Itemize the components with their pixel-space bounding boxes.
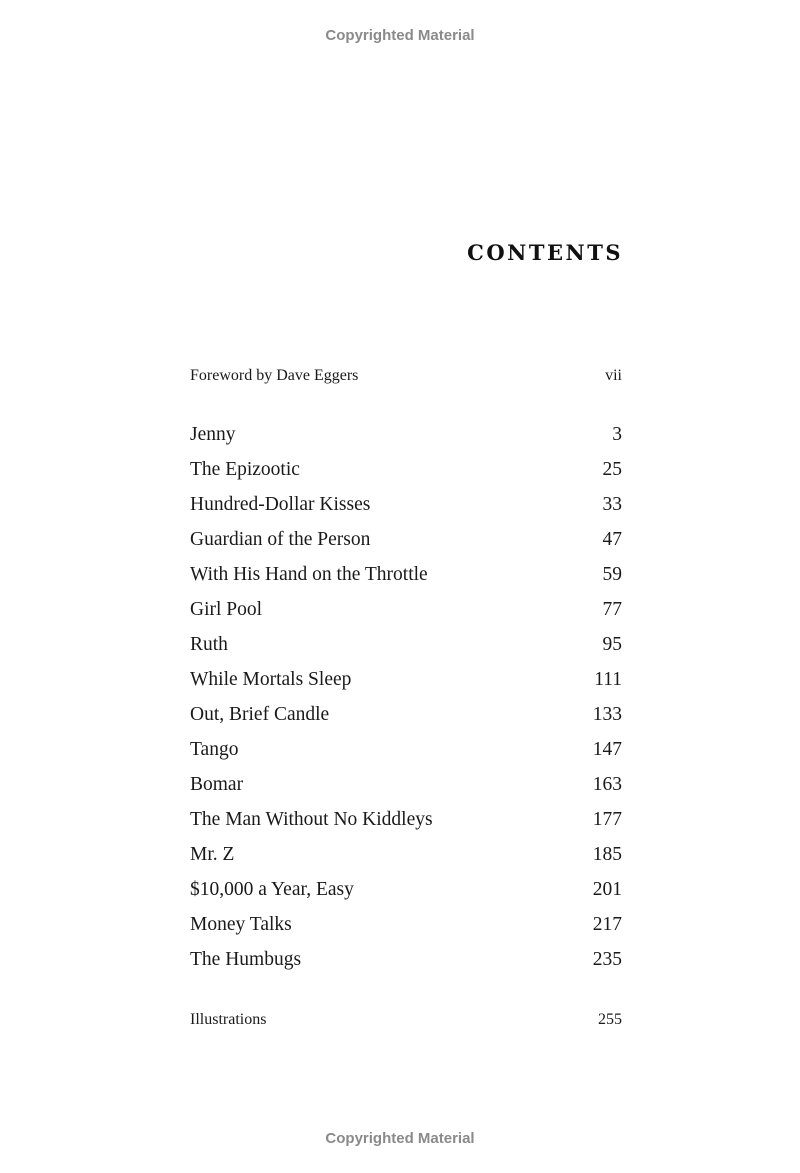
toc-entry-page: 177 [592, 809, 622, 830]
toc-entry-title: The Man Without No Kiddleys [190, 809, 433, 830]
toc-entry-title: Money Talks [190, 914, 292, 935]
toc-entry[interactable] [190, 634, 622, 669]
toc-entry-page: 255 [598, 1011, 622, 1028]
toc-entry-page: vii [605, 367, 622, 384]
toc-entry[interactable] [190, 529, 622, 564]
toc-entry-page: 147 [592, 739, 622, 760]
copyright-watermark-bottom: Copyrighted Material [325, 1130, 475, 1147]
toc-entry-illustrations[interactable] [190, 1011, 622, 1029]
toc-entry-title: Illustrations [190, 1011, 267, 1028]
toc-entry[interactable] [190, 739, 622, 774]
toc-entry[interactable] [190, 424, 622, 459]
toc-entry[interactable] [190, 844, 622, 879]
toc-entry[interactable] [190, 879, 622, 914]
toc-entry-page: 163 [592, 774, 622, 795]
toc-entry-page: 33 [602, 494, 622, 515]
toc-entry-title: The Epizootic [190, 459, 300, 480]
toc-entry-title: The Humbugs [190, 949, 302, 970]
contents-heading: CONTENTS [467, 240, 623, 265]
toc-entry-page: 77 [602, 599, 622, 620]
toc-entry-title: Out, Brief Candle [190, 704, 330, 725]
toc-entry[interactable] [190, 704, 622, 739]
toc-entry[interactable] [190, 599, 622, 634]
toc-entry[interactable] [190, 949, 622, 984]
toc-entry-title: Foreword by Dave Eggers [190, 367, 359, 384]
chapter-list [190, 424, 622, 984]
toc-entry-page: 111 [594, 669, 622, 690]
toc-entry[interactable] [190, 564, 622, 599]
toc-entry-page: 47 [602, 529, 622, 550]
toc-entry-title: Tango [190, 739, 239, 760]
toc-entry-page: 95 [602, 634, 622, 655]
toc-entry-title: Hundred-Dollar Kisses [190, 494, 371, 515]
toc-entry[interactable] [190, 774, 622, 809]
toc-entry-page: 25 [602, 459, 622, 480]
toc-entry[interactable] [190, 494, 622, 529]
toc-entry-title: Jenny [190, 424, 236, 445]
toc-entry-title: Ruth [190, 634, 228, 655]
toc-entry[interactable] [190, 669, 622, 704]
copyright-watermark-top: Copyrighted Material [325, 27, 475, 44]
toc-entry-page: 185 [592, 844, 622, 865]
toc-entry-title: While Mortals Sleep [190, 669, 352, 690]
toc-entry-title: $10,000 a Year, Easy [190, 879, 354, 900]
toc-entry[interactable] [190, 914, 622, 949]
toc-entry-title: Girl Pool [190, 599, 263, 620]
toc-entry-title: Mr. Z [190, 844, 235, 865]
toc-entry-page: 217 [592, 914, 622, 935]
toc-entry-title: Bomar [190, 774, 244, 795]
toc-entry-foreword[interactable] [190, 367, 622, 385]
toc-entry-page: 235 [592, 949, 622, 970]
toc-entry-page: 133 [592, 704, 622, 725]
toc-entry-page: 201 [592, 879, 622, 900]
toc-entry-title: With His Hand on the Throttle [190, 564, 428, 585]
toc-entry-page: 59 [602, 564, 622, 585]
toc-entry-title: Guardian of the Person [190, 529, 371, 550]
toc-entry[interactable] [190, 809, 622, 844]
toc-entry-page: 3 [612, 424, 622, 445]
toc-entry[interactable] [190, 459, 622, 494]
